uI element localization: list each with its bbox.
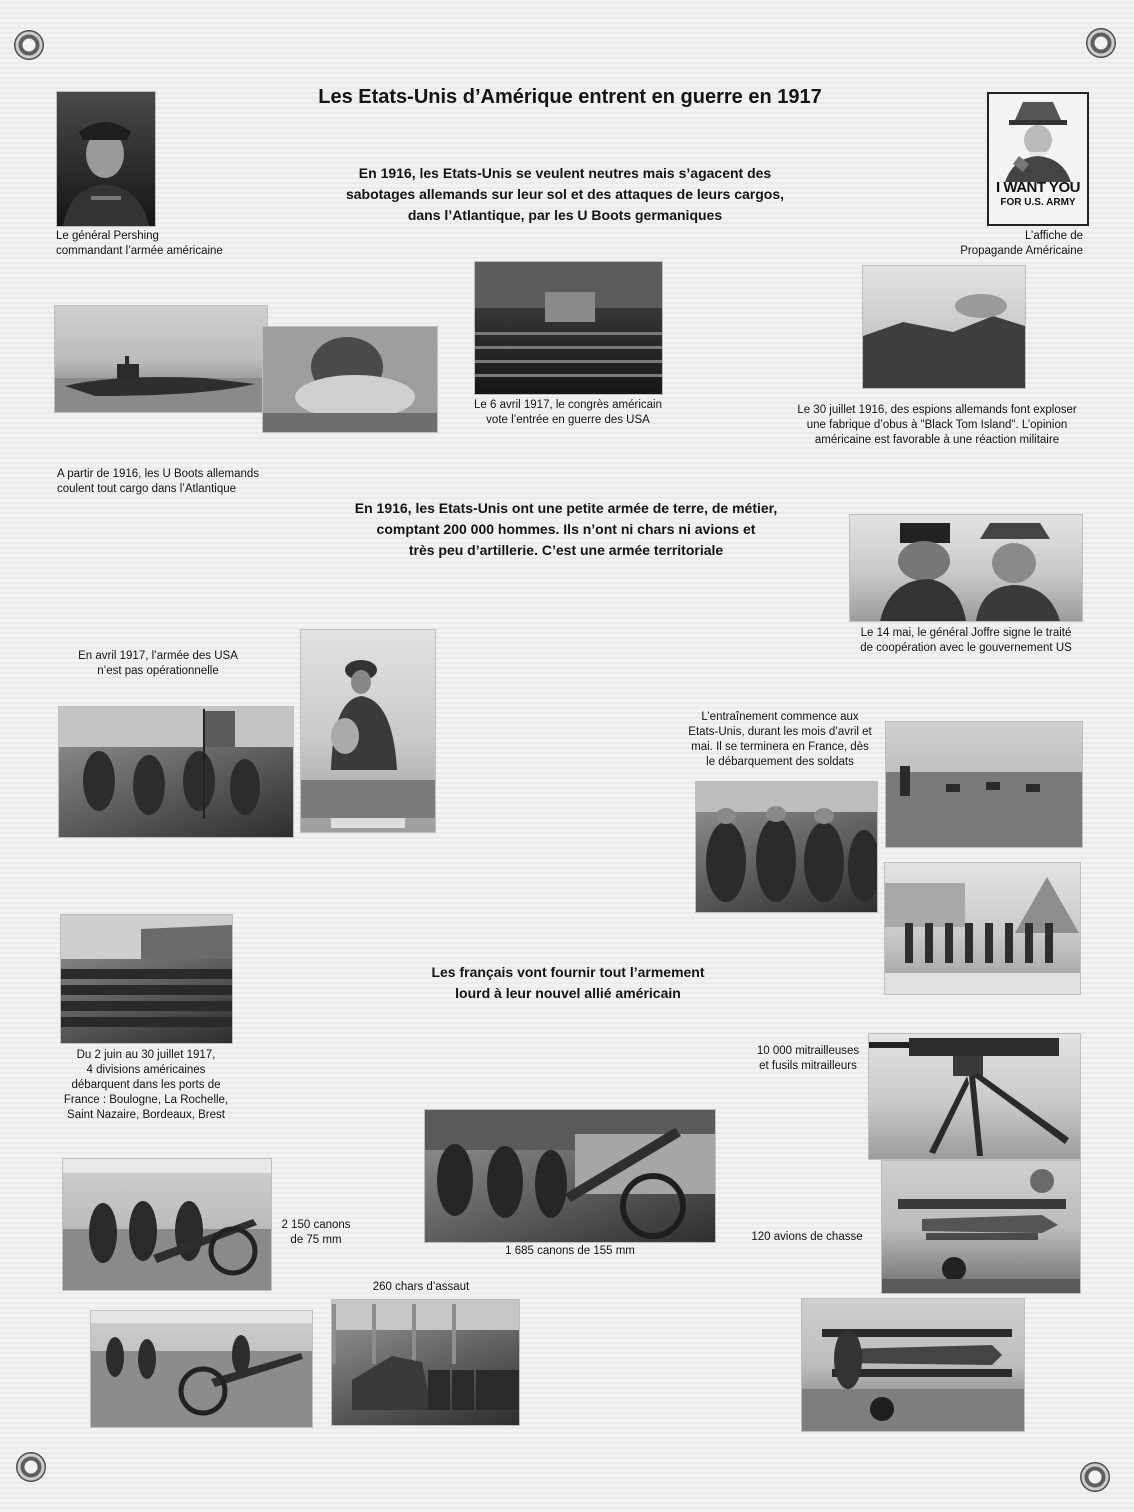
grommet-bottom-right [1080, 1462, 1110, 1492]
caption-entrainement: L’entraînement commence aux Etats-Unis, durant les mois d’avril et mai. Il se terminera en France, dès le débarquement des soldats [688, 711, 872, 768]
poster-subline: FOR U.S. ARMY [1000, 197, 1076, 208]
grommet-top-left [14, 30, 44, 60]
photo-pershing [56, 91, 156, 227]
caption-avions: 120 avions de chasse [751, 1231, 863, 1243]
caption-mitrailleuses: 10 000 mitrailleuses et fusils mitrailleurs [756, 1045, 860, 1072]
caption-canons-75: 2 150 canons de 75 mm [281, 1219, 351, 1246]
photo-congres [474, 261, 663, 395]
photo-soldiers-group [695, 781, 878, 913]
panel-title: Les Etats-Unis d’Amérique entrent en guerre en 1917 [318, 86, 822, 108]
grommet-top-right [1086, 28, 1116, 58]
photo-uboot [54, 305, 268, 413]
grommet-bottom-left [16, 1452, 46, 1482]
headline-armement: Les français vont fournir tout l’armement lourd à leur nouvel allié américain [431, 964, 705, 1001]
photo-artillerie-servants [90, 1310, 313, 1428]
photo-propaganda-poster [987, 92, 1089, 226]
photo-canon-155 [424, 1109, 716, 1243]
headline-neutralite: En 1916, les Etats-Unis se veulent neutres mais s’agacent des sabotages allemands sur leur sol et des attaques de leurs cargos, dans l’Atlantique, par les U Boots germaniques [345, 165, 785, 223]
photo-joffre [849, 514, 1083, 622]
photo-debarquement [60, 914, 233, 1044]
photo-cargo-explosion [262, 326, 438, 433]
caption-avril-1917: En avril 1917, l’armée des USA n’est pas opérationnelle [78, 650, 238, 677]
poster-headline: I WANT YOU [996, 179, 1080, 196]
caption-pershing: Le général Pershing commandant l’armée américaine [56, 230, 223, 257]
photo-avion-nieuport [881, 1160, 1081, 1294]
caption-canons-155: 1 685 canons de 155 mm [505, 1245, 635, 1257]
photo-mitrailleuse [868, 1033, 1081, 1160]
caption-affiche: L’affiche de Propagande Américaine [960, 230, 1083, 257]
caption-joffre: Le 14 mai, le général Joffre signe le traité de coopération avec le gouvernement US [860, 627, 1072, 654]
photo-canon-75 [62, 1158, 272, 1291]
photo-soldier-guitar [300, 629, 436, 833]
caption-debarquement: Du 2 juin au 30 juillet 1917, 4 divisions américaines débarquent dans les ports de France : Boulogne, La Rochelle, Saint Nazaire, Bordeaux, Brest [63, 1049, 229, 1121]
photo-camp-tents [884, 862, 1081, 995]
caption-congres: Le 6 avril 1917, le congrès américain vote l’entrée en guerre des USA [474, 399, 662, 426]
headline-armee: En 1916, les Etats-Unis ont une petite armée de terre, de métier, comptant 200 000 hommes. Ils n’ont ni chars ni avions et très peu d’artillerie. C’est une armée territoriale [354, 500, 778, 558]
photo-black-tom [862, 265, 1026, 389]
caption-black-tom: Le 30 juillet 1916, des espions allemands font exploser une fabrique d’obus à "Black Tom Island". L’opinion américaine est favorable à une réaction militaire [797, 404, 1077, 446]
photo-training-field [885, 721, 1083, 848]
photo-avion-spad [801, 1298, 1025, 1432]
photo-chars-assaut [331, 1299, 520, 1426]
photo-soldiers-march [58, 706, 294, 838]
caption-uboots: A partir de 1916, les U Boots allemands coulent tout cargo dans l’Atlantique [57, 468, 260, 495]
caption-chars: 260 chars d’assaut [372, 1281, 470, 1293]
